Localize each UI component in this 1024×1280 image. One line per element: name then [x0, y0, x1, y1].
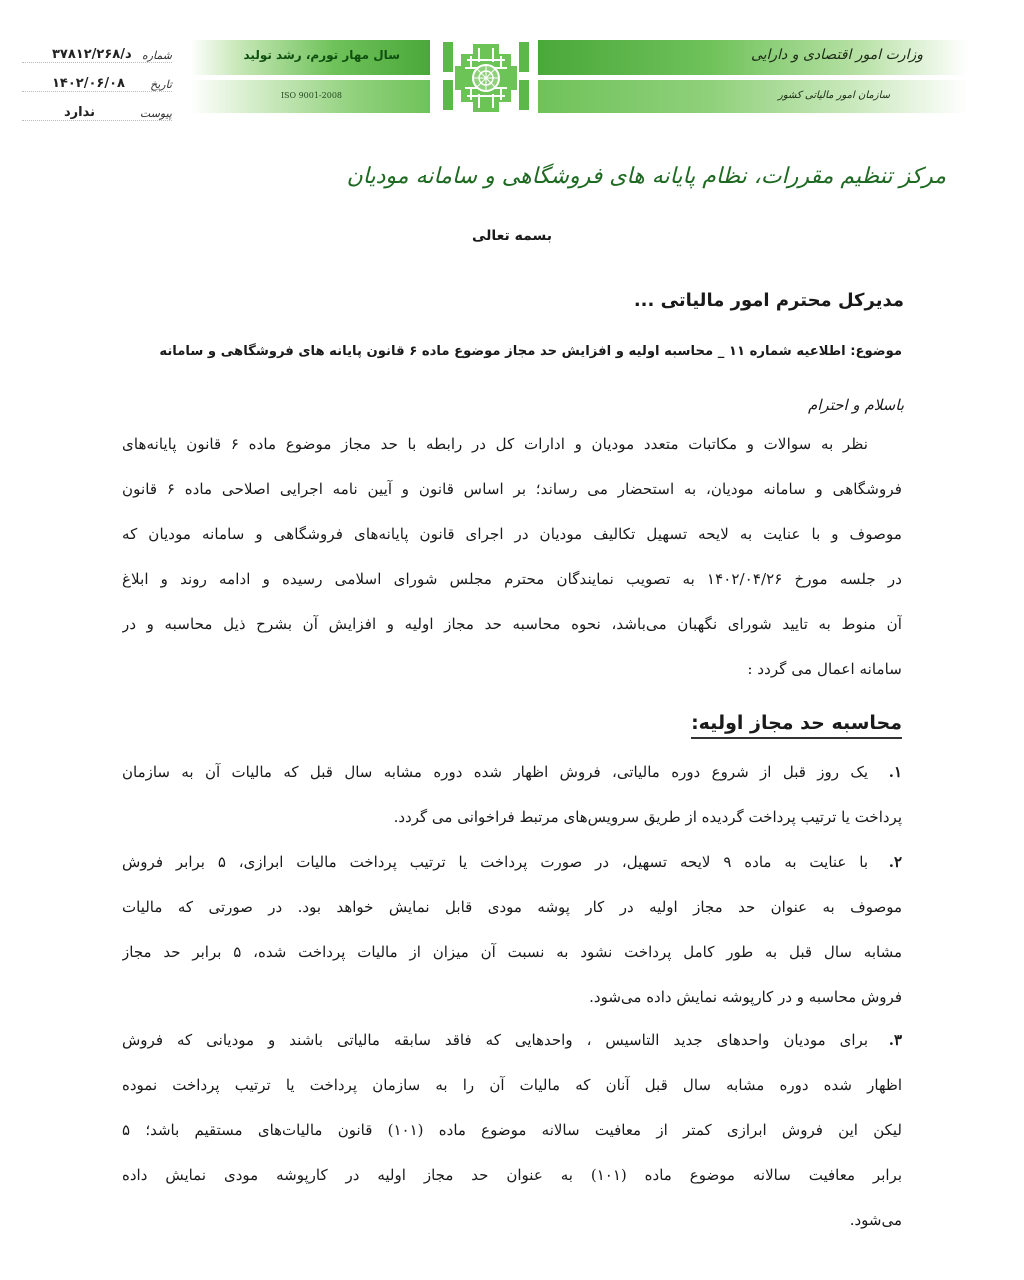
letter-attachment-label: پیوست [139, 107, 172, 120]
bismillah-heading: بسمه تعالی [471, 228, 553, 244]
list-item-line: لیکن این فروش ابرازی کمتر از معافیت سالانه موضوع ماده (۱۰۱) قانون مالیات‌های مستقیم باشد؛ ۵ [122, 1121, 902, 1139]
ministry-name: وزارت امور اقتصادی و دارایی [750, 47, 923, 63]
list-item-line: برابر معافیت سالانه موضوع ماده (۱۰۱) به عنوان حد مجاز اولیه در کارپوشه مودی نمایش داده [122, 1166, 902, 1184]
issuing-center-title: مرکز تنظیم مقررات، نظام پایانه های فروشگاهی و سامانه مودیان [346, 164, 946, 189]
list-item-line: فروش محاسبه و در کارپوشه نمایش داده می‌شود. [589, 988, 902, 1006]
iso-certification: ISO 9001-2008 [280, 91, 342, 100]
list-item-line: می‌شود. [849, 1211, 902, 1229]
letter-date-row [22, 65, 172, 92]
paragraph-line: موصوف و با عنایت به لایحه تسهیل تکالیف مودیان در اجرای قانون پایانه‌های فروشگاهی و سامانه مودیان که [122, 525, 902, 543]
list-item-line: مشابه سال قبل به طور کامل پرداخت نشود به نسبت آن میزان از مالیات پرداخت شده، ۵ برابر حد مجاز [122, 943, 902, 961]
paragraph-line: سامانه اعمال می گردد : [747, 660, 902, 678]
list-item-line: یک روز قبل از شروع دوره مالیاتی، فروش اظهار شده دوره مشابه سال قبل که مالیات آن به سازمان [122, 763, 868, 781]
section-heading: محاسبه حد مجاز اولیه: [691, 712, 902, 739]
list-item [122, 840, 902, 1020]
list-item [122, 1018, 902, 1243]
iso-bar [190, 80, 430, 113]
tax-organization-emblem-icon [443, 38, 529, 118]
paragraph-line: نظر به سوالات و مکاتبات متعدد مودیان و ادارات کل در رابطه با حد مجاز موضوع ماده ۶ قانون پایانه‌های [122, 435, 868, 453]
list-item-line: موصوف به عنوان حد مجاز اولیه در کار پوشه مودی قابل نمایش خواهد بود. در صورتی که مالیات [122, 898, 902, 916]
greeting: باسلام و احترام [807, 396, 904, 414]
organization-bar [538, 80, 968, 113]
letter-date-label: تاریخ [150, 78, 172, 91]
letter-date-value: ۱۴۰۲/۰۶/۰۸ [52, 76, 125, 91]
year-slogan: سال مهار تورم، رشد تولید [243, 48, 400, 62]
letter-meta [22, 36, 172, 123]
subject-line: موضوع: اطلاعیه شماره ۱۱ _ محاسبه اولیه و افزایش حد مجاز موضوع ماده ۶ قانون پایانه های فروشگاهی و سامانه [159, 344, 902, 359]
letter-number-value: ۳۷۸۱۲/۲۶۸/د [52, 47, 132, 62]
letter-attachment-value: ندارد [64, 105, 96, 120]
list-item-number: ۱. [888, 763, 902, 781]
list-item-number: ۲. [888, 853, 902, 871]
letter-number-row [22, 36, 172, 63]
slogan-bar [190, 40, 430, 75]
paragraph-line: در جلسه مورخ ۱۴۰۲/۰۴/۲۶ به تصویب نمایندگان محترم مجلس شورای اسلامی رسیده و ادامه روند و ابلاغ [122, 570, 902, 588]
list-item-number: ۳. [888, 1031, 902, 1049]
list-item-line: برای مودیان واحدهای جدید التاسیس ، واحدهایی که فاقد سابقه مالیاتی باشند و مودیانی که فروش [122, 1031, 868, 1049]
addressee: مدیرکل محترم امور مالیاتی ... [633, 290, 904, 311]
list-item-line: با عنایت به ماده ۹ لایحه تسهیل، در صورت پرداخت یا ترتیب پرداخت مالیات ابرازی، ۵ برابر فروش [122, 853, 869, 871]
intro-paragraph [122, 422, 902, 692]
ministry-bar [538, 40, 968, 75]
letter-attachment-row [22, 94, 172, 121]
paragraph-line: فروشگاهی و سامانه مودیان، به استحضار می رساند؛ بر اساس قانون و آیین نامه اجرایی اصلاحی ماده ۶ قانون [122, 480, 902, 498]
list-item-line: پرداخت یا ترتیب پرداخت گردیده از طریق سرویس‌های مرتبط فراخوانی می گردد. [393, 808, 902, 826]
paragraph-line: آن منوط به تایید شورای نگهبان می‌باشد، نحوه محاسبه حد مجاز اولیه و افزایش آن بشرح ذیل محاسبه و در [122, 615, 902, 633]
organization-name: سازمان امور مالیاتی کشور [778, 90, 890, 101]
list-item [122, 750, 902, 840]
list-item-line: اظهار شده دوره مشابه سال قبل آنان که مالیات آن را به سازمان پرداخت یا ترتیب پرداخت نموده [122, 1076, 902, 1094]
letter-number-label: شماره [141, 49, 172, 62]
